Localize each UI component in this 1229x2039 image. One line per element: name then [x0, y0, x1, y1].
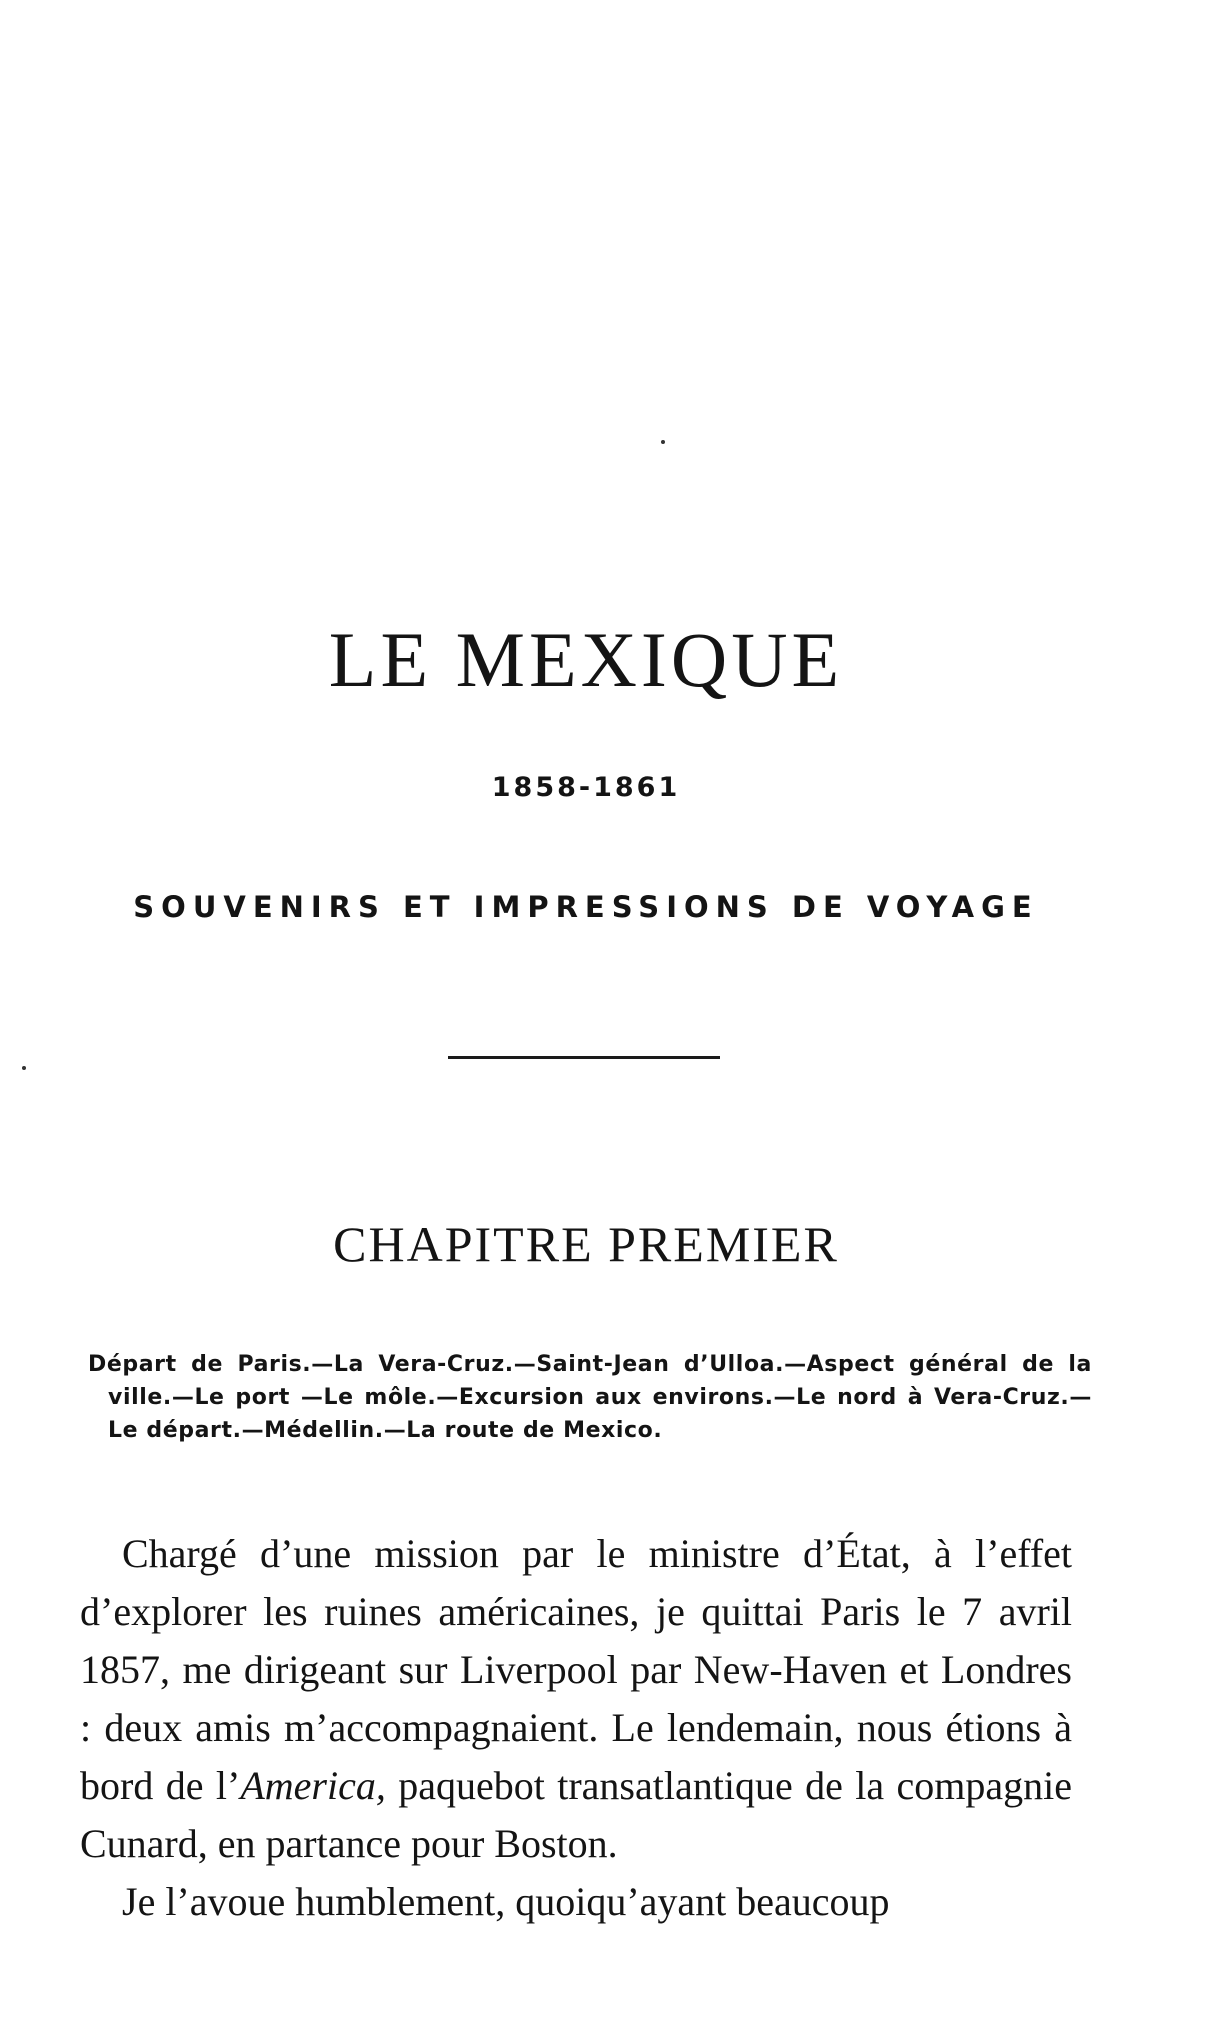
- divider-rule: [448, 1056, 720, 1059]
- paragraph-1-text-end: paquebot transatlantique de la compagnie Cunard, en partance pour Boston.: [80, 1763, 1073, 1866]
- body-text: [80, 1525, 1072, 1931]
- ship-name: America,: [240, 1763, 386, 1808]
- print-speck: [22, 1066, 26, 1070]
- date-range: 1858-1861: [491, 772, 681, 803]
- paragraph-1-text: Chargé d’une mission par le ministre d’État, à l’effet d’explorer les ruines américaines, je quittai Paris le 7 avril 1857, me dirigeant sur Liverpool par New-Haven et Londres : deux amis m’accompagnaient. Le lendemain, nous étions à bord de: [80, 1531, 1072, 1808]
- chapter-heading: CHAPITRE PREMIER: [333, 1216, 839, 1272]
- ship-article: l’: [215, 1763, 241, 1808]
- print-speck: [661, 440, 665, 444]
- chapter-summary: Départ de Paris.—La Vera-Cruz.—Saint-Jean d’Ulloa.—Aspect général de la ville.—Le port —Le môle.—Excursion aux environs.—Le nord à Vera-Cruz.—Le départ.—Médellin.—La route de Mexico.: [88, 1352, 1092, 1443]
- paragraph-2: Je l’avoue humblement, quoiqu’ayant beaucoup: [122, 1879, 890, 1924]
- book-title: LE MEXIQUE: [328, 616, 844, 703]
- book-subtitle: SOUVENIRS ET IMPRESSIONS DE VOYAGE: [133, 890, 1039, 924]
- paragraph-1: [80, 1525, 1072, 1873]
